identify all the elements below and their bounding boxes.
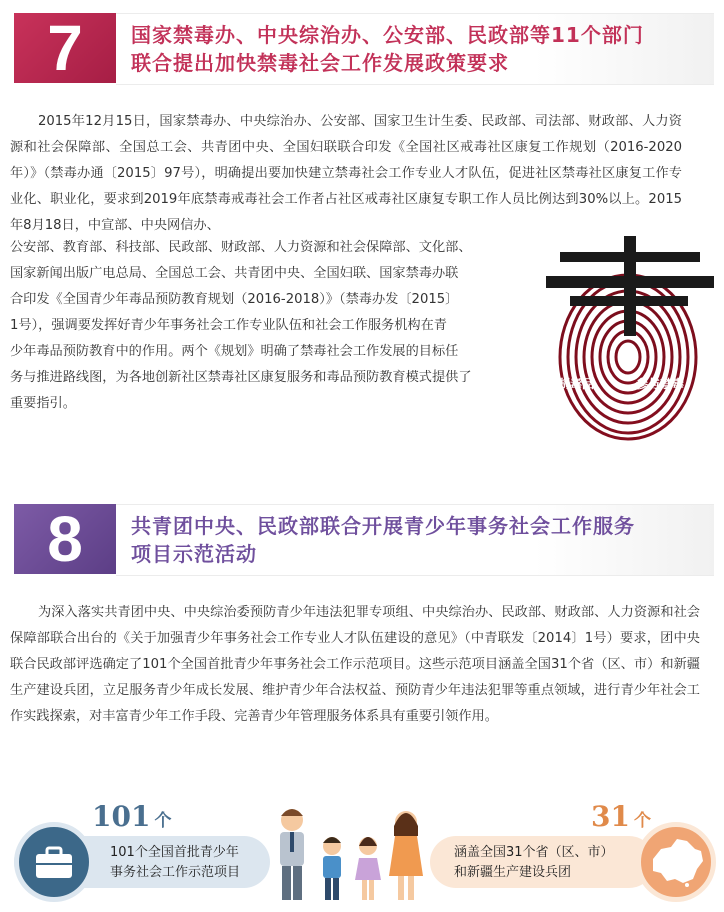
paragraph-line: 务与推进路线图，为各地创新社区禁毒社区康复服务和毒品预防教育模式提供了 <box>10 370 472 385</box>
paragraph-line: 合印发《全国青少年毒品预防教育规划（2016-2018）》（禁毒办发〔2015〕 <box>10 292 459 307</box>
section-8-title-line1: 共青团中央、民政部联合开展青少年事务社会工作服务 <box>131 514 635 538</box>
paragraph-line: 少年毒品预防教育中的作用。两个《规划》明确了禁毒社会工作发展的目标任 <box>10 344 459 359</box>
section-7-banner <box>14 13 714 83</box>
section-7-title-line1: 国家禁毒办、中央综治办、公安部、民政部等11个部门 <box>131 23 644 47</box>
paragraph-line: 国家新闻出版广电总局、全国总工会、共青团中央、全国妇联、国家禁毒办联 <box>10 266 459 281</box>
stat-left-line2: 事务社会工作示范项目 <box>110 865 241 880</box>
stat-left-line1: 101个全国首批青少年 <box>110 845 239 860</box>
section-7-title-line2: 联合提出加快禁毒社会工作发展政策要求 <box>131 51 509 75</box>
section-8-number: 8 <box>14 504 116 574</box>
stat-right-line2: 和新疆生产建设兵团 <box>454 865 572 880</box>
fingerprint-icon <box>540 232 720 442</box>
section-8-paragraph <box>10 600 700 730</box>
section-8-title <box>131 512 635 568</box>
stat-right-unit: 个 <box>633 811 651 831</box>
section-7-paragraph-top <box>10 109 682 239</box>
stat-right-circle <box>636 822 716 902</box>
stat-right-line1: 涵盖全国31个省（区、市） <box>454 845 614 860</box>
stat-left-text <box>110 843 240 883</box>
stat-left-number <box>92 800 171 833</box>
stat-right-value: 31 <box>591 800 630 833</box>
stat-left-value: 101 <box>92 800 151 833</box>
section-7-paragraph-wrapped <box>10 235 538 417</box>
paragraph-line: 1号），强调要发挥好青少年事务社会工作专业队伍和社会工作服务机构在青 <box>10 318 447 333</box>
family-icon <box>270 800 430 908</box>
section-7-title <box>131 21 644 77</box>
stat-left-unit: 个 <box>154 811 172 831</box>
china-map-icon <box>641 827 711 897</box>
stat-left-circle <box>14 822 94 902</box>
section-8-banner <box>14 504 714 574</box>
stat-right-text <box>454 843 614 883</box>
paragraph-line: 公安部、教育部、科技部、民政部、财政部、人力资源和社会保障部、文化部、 <box>10 240 472 255</box>
anti-drug-fingerprint-image <box>540 232 720 442</box>
family-illustration <box>270 800 430 908</box>
stat-right-pill <box>430 836 655 888</box>
image-caption-right: 参与禁毒 <box>636 377 685 391</box>
section-7-number: 7 <box>14 13 116 83</box>
briefcase-icon <box>19 827 89 897</box>
image-caption-left: 抵制毒品 <box>546 377 595 391</box>
section-7-paragraph-top-text: 2015年12月15日，国家禁毒办、中央综治办、公安部、国家卫生计生委、民政部、司法部、财政部、人力资源和社会保障部、全国总工会、共青团中央、全国妇联联合印发《全国社区戒毒社区康复工作规划（2016-2020年）》（禁毒办通〔2015〕97号），明确提出要加快建立禁毒社会工作专业人才队伍，促进社区禁毒社区康复工作专业化、职业化，要求到2019年底禁毒戒毒社会工作者占社区戒毒社区康复专职工作人员比例达到30%以上。2015年8月18日，中宣部、中央网信办、 <box>10 114 682 233</box>
section-8-title-line2: 项目示范活动 <box>131 542 257 566</box>
paragraph-line: 重要指引。 <box>10 396 76 411</box>
section-8-paragraph-text: 为深入落实共青团中央、中央综治委预防青少年违法犯罪专项组、中央综治办、民政部、财政部、人力资源和社会保障部联合出台的《关于加强青少年事务社会工作专业人才队伍建设的意见》（中青联发〔2014〕1号）要求，团中央联合民政部评选确定了101个全国首批青少年事务社会工作示范项目。这些示范项目涵盖全国31个省（区、市）和新疆生产建设兵团，立足服务青少年成长发展、维护青少年合法权益、预防青少年违法犯罪等重点领域，进行青少年社会工作实践探索，对丰富青少年工作手段、完善青少年管理服务体系具有重要引领作用。 <box>10 605 700 724</box>
